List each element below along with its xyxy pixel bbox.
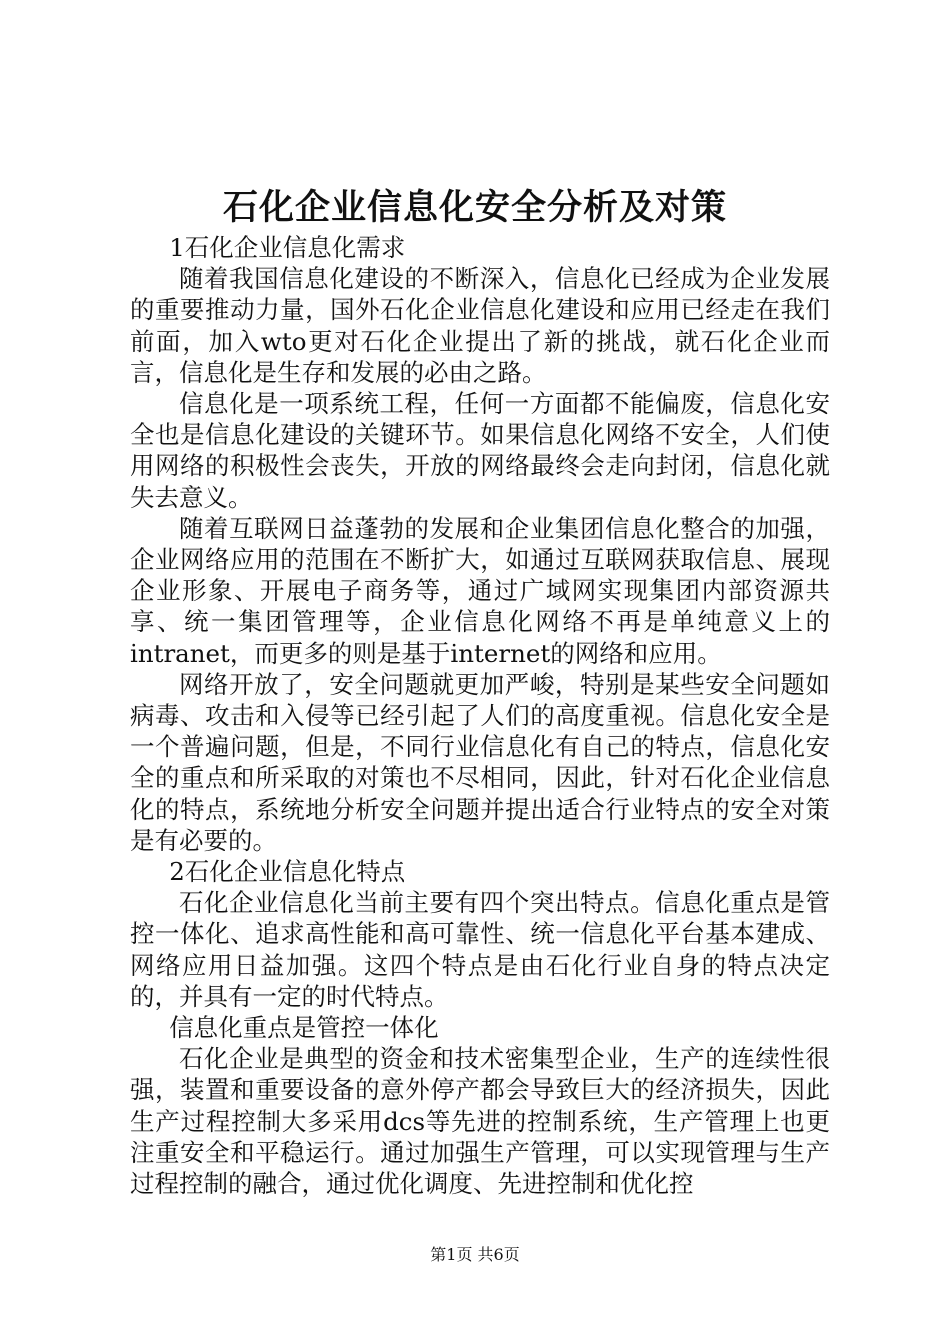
subsection-heading: 信息化重点是管控一体化 (169, 1013, 439, 1043)
paragraph: 信息化是一项系统工程，任何一方面都不能偏废，信息化安全也是信息化建设的关键环节。如果信息化网络不安全，人们使用网络的积极性会丧失，开放的网络最终会走向封闭，信息化就失去意义。 (130, 389, 830, 512)
paragraph: 石化企业信息化当前主要有四个突出特点。信息化重点是管控一体化、追求高性能和高可靠性、统一信息化平台基本建成、网络应用日益加强。这四个特点是由石化行业自身的特点决定的，并具有一定的时代特点。 (130, 888, 830, 1011)
section-heading-2: 2石化企业信息化特点 (169, 857, 406, 887)
paragraph: 石化企业是典型的资金和技术密集型企业，生产的连续性很强，装置和重要设备的意外停产都会导致巨大的经济损失，因此生产过程控制大多采用dcs等先进的控制系统，生产管理上也更注重安全和平稳运行。通过加强生产管理，可以实现管理与生产过程控制的融合，通过优化调度、先进控制和优化控 (130, 1044, 830, 1199)
paragraph: 随着我国信息化建设的不断深入，信息化已经成为企业发展的重要推动力量，国外石化企业信息化建设和应用已经走在我们前面，加入wto更对石化企业提出了新的挑战，就石化企业而言，信息化是生存和发展的必由之路。 (130, 264, 830, 387)
page-footer: 第1页 共6页 (430, 1245, 520, 1264)
document-body (130, 232, 830, 1199)
document-title: 石化企业信息化安全分析及对策 (222, 187, 727, 228)
section-heading-1: 1石化企业信息化需求 (169, 233, 406, 262)
paragraph: 网络开放了，安全问题就更加严峻，特别是某些安全问题如病毒、攻击和入侵等已经引起了人们的高度重视。信息化安全是一个普遍问题，但是，不同行业信息化有自己的特点，信息化安全的重点和所采取的对策也不尽相同，因此，针对石化企业信息化的特点，系统地分析安全问题并提出适合行业特点的安全对策是有必要的。 (130, 669, 830, 855)
paragraph: 随着互联网日益蓬勃的发展和企业集团信息化整合的加强，企业网络应用的范围在不断扩大，如通过互联网获取信息、展现企业形象、开展电子商务等，通过广域网实现集团内部资源共享、统一集团管理等，企业信息化网络不再是单纯意义上的intranet，而更多的则是基于internet的网络和应用。 (130, 513, 830, 668)
